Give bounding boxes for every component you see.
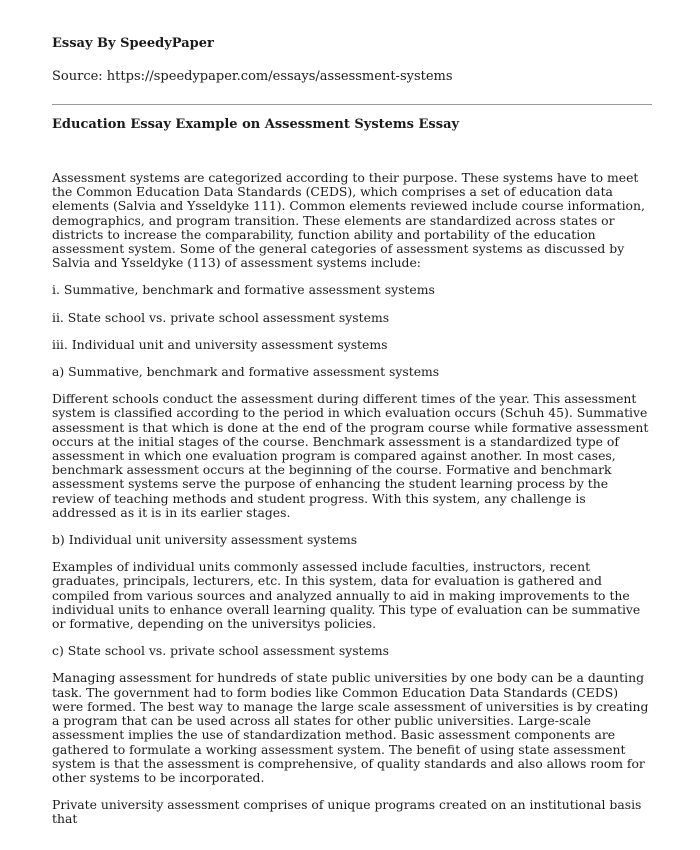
paragraph-private-schools: Private university assessment comprises of unique programs created on an institutional basis that [52,797,642,827]
list-item-individual-unit: iii. Individual unit and university assessment systems [52,336,388,352]
section-heading-individual-unit: b) Individual unit university assessment systems [52,532,358,548]
list-item-state-private: ii. State school vs. private school assessment systems [52,309,390,325]
list-item-summative: i. Summative, benchmark and formative assessment systems [52,282,435,298]
essay-source: Source: https://speedypaper.com/essays/assessment-systems [52,69,453,84]
essay-author: Essay By SpeedyPaper [52,36,214,51]
paragraph-individual-unit: Examples of individual units commonly assessed include faculties, instructors, recent graduates, principals, lecturers, etc. In this system, data for evaluation is gathered and compiled from various sources and analyzed annually to aid in making improvements to the individual units to enhance overall learning quality. This type of evaluation can be summative or formative, depending on the universitys policies. [52,559,641,632]
paragraph-summative: Different schools conduct the assessment during different times of the year. This assessment system is classified according to the period in which evaluation occurs (Schuh 45). Summative assessment is that which is done at the end of the program course while formative assessment occurs at the initial stages of the course. Benchmark assessment is a standardized type of assessment in which one evaluation program is compared against another. In most cases, benchmark assessment occurs at the beginning of the course. Formative and benchmark assessment systems serve the purpose of enhancing the student learning process by the review of teaching methods and student progress. With this system, any challenge is addressed as it is in its earlier stages. [52,391,649,520]
paragraph-state-schools: Managing assessment for hundreds of state public universities by one body can be a daunting task. The government had to form bodies like Common Education Data Standards (CEDS) were formed. The best way to manage the large scale assessment of universities is by creating a program that can be used across all states for other public universities. Large-scale assessment implies the use of standardization method. Basic assessment components are gathered to formulate a working assessment system. The benefit of using state assessment system is that the assessment is comprehensive, of quality standards and also allows room for other systems to be incorporated. [52,670,649,785]
document-page [52,36,652,840]
essay-title: Education Essay Example on Assessment Systems Essay [52,117,460,132]
section-heading-state-private: c) State school vs. private school assessment systems [52,643,389,659]
section-heading-summative: a) Summative, benchmark and formative assessment systems [52,364,440,380]
header-divider [52,104,652,105]
essay-body [52,171,652,827]
paragraph-intro: Assessment systems are categorized according to their purpose. These systems have to meet the Common Education Data Standards (CEDS), which comprises a set of education data elements (Salvia and Ysseldyke 111). Common elements reviewed include course information, demographics, and program transition. These elements are standardized across states or districts to increase the comparability, function ability and portability of the education assessment system. Some of the general categories of assessment systems as discussed by Salvia and Ysseldyke (113) of assessment systems include: [52,170,645,271]
